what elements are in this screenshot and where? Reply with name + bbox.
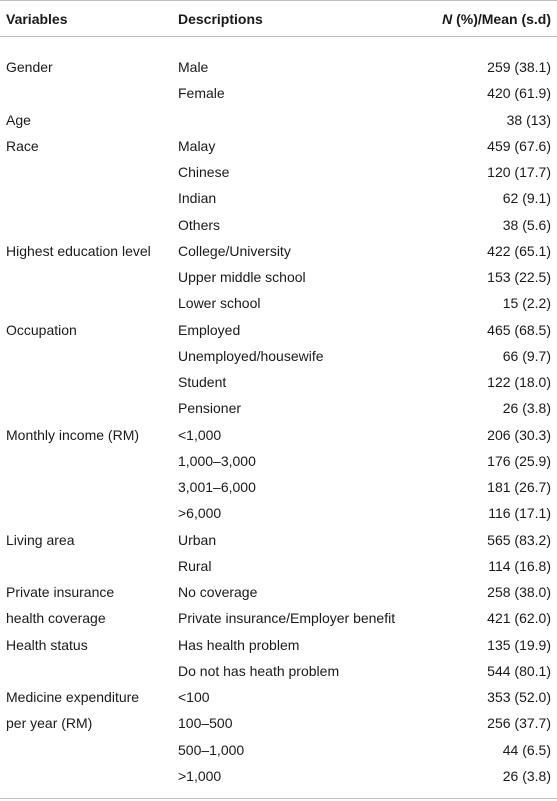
table-row: [0, 344, 557, 370]
description-cell: No coverage: [178, 584, 258, 600]
description-cell: Has health problem: [178, 636, 300, 653]
description-cell: Male: [178, 59, 209, 75]
table-row: [0, 55, 557, 81]
table-row: [0, 423, 557, 449]
value-cell: 120 (17.7): [487, 164, 551, 180]
variable-cell: Health status: [6, 636, 88, 653]
header-rule: [0, 36, 557, 37]
value-cell: 353 (52.0): [487, 689, 551, 705]
value-cell: 153 (22.5): [487, 269, 551, 285]
variable-cell: Age: [6, 111, 31, 128]
value-cell: 420 (61.9): [487, 85, 551, 102]
table-row: [0, 239, 557, 265]
table-row: [0, 711, 557, 737]
description-cell: 3,001–6,000: [178, 479, 256, 495]
value-cell: 422 (65.1): [487, 242, 551, 259]
description-cell: <100: [178, 689, 210, 705]
table-row: [0, 685, 557, 711]
description-cell: Upper middle school: [178, 269, 306, 285]
table-row: [0, 370, 557, 396]
table-row: [0, 554, 557, 580]
description-cell: Lower school: [178, 295, 261, 312]
variable-cell: Occupation: [6, 321, 77, 338]
description-cell: Chinese: [178, 164, 230, 180]
table-row: [0, 475, 557, 501]
table-row: [0, 396, 557, 422]
value-cell: 26 (3.8): [502, 767, 551, 784]
description-cell: Malay: [178, 137, 216, 154]
value-cell: 256 (37.7): [487, 715, 551, 732]
value-cell: 15 (2.2): [502, 295, 551, 312]
value-cell: 44 (6.5): [502, 741, 551, 758]
header-descriptions: Descriptions: [178, 11, 263, 27]
table-row: [0, 291, 557, 317]
value-cell: 544 (80.1): [487, 662, 551, 679]
top-rule: [0, 0, 557, 1]
description-cell: Female: [178, 85, 225, 102]
table-row: [0, 134, 557, 160]
table-row: [0, 108, 557, 134]
variable-cell: Highest education level: [6, 242, 151, 259]
header-n-rest: (%)/Mean (s.d): [452, 11, 551, 27]
description-cell: >6,000: [178, 505, 222, 522]
description-cell: Rural: [178, 557, 212, 574]
value-cell: 459 (67.6): [487, 137, 551, 154]
table-row: [0, 186, 557, 212]
table-row: [0, 265, 557, 291]
variable-cell: per year (RM): [6, 715, 93, 732]
table-row: [0, 501, 557, 527]
value-cell: 116 (17.1): [488, 505, 551, 522]
description-cell: Others: [178, 216, 221, 233]
description-cell: <1,000: [178, 426, 222, 443]
table-row: [0, 606, 557, 632]
variable-cell: Medicine expenditure: [6, 689, 140, 705]
table-row: [0, 659, 557, 685]
table-row: [0, 81, 557, 107]
value-cell: 176 (25.9): [487, 452, 551, 469]
value-cell: 66 (9.7): [502, 347, 551, 364]
table-row: [0, 633, 557, 659]
description-cell: Unemployed/housewife: [178, 347, 324, 364]
table-row: [0, 528, 557, 554]
value-cell: 421 (62.0): [487, 610, 551, 627]
value-cell: 122 (18.0): [487, 374, 551, 390]
value-cell: 38 (13): [506, 111, 551, 128]
value-cell: 26 (3.8): [502, 400, 551, 417]
header-n-label: N: [442, 11, 453, 27]
variable-cell: health coverage: [6, 610, 106, 627]
table-row: [0, 449, 557, 475]
table-header: [0, 11, 557, 29]
description-cell: 100–500: [178, 715, 233, 732]
table-row: [0, 580, 557, 606]
value-cell: 38 (5.6): [502, 216, 551, 233]
value-cell: 206 (30.3): [487, 426, 551, 443]
table-row: [0, 160, 557, 186]
table-row: [0, 213, 557, 239]
table-row: [0, 738, 557, 764]
variable-cell: Living area: [6, 531, 75, 548]
description-cell: 1,000–3,000: [178, 452, 256, 469]
description-cell: College/University: [178, 242, 291, 259]
variable-cell: Private insurance: [6, 584, 115, 600]
description-cell: Pensioner: [178, 400, 242, 417]
description-cell: Indian: [178, 190, 217, 207]
description-cell: Do not has heath problem: [178, 662, 340, 679]
description-cell: Student: [178, 374, 227, 390]
value-cell: 181 (26.7): [487, 479, 551, 495]
value-cell: 114 (16.8): [488, 557, 551, 574]
value-cell: 135 (19.9): [487, 636, 551, 653]
description-cell: >1,000: [178, 767, 222, 784]
table-row: [0, 318, 557, 344]
value-cell: 565 (83.2): [487, 531, 551, 548]
bottom-rule: [0, 798, 557, 799]
header-variables: Variables: [6, 11, 68, 27]
description-cell: Private insurance/Employer benefit: [178, 610, 396, 627]
table-row: [0, 764, 557, 790]
value-cell: 258 (38.0): [487, 584, 551, 600]
variable-cell: Monthly income (RM): [6, 426, 140, 443]
variable-cell: Gender: [6, 59, 53, 75]
value-cell: 62 (9.1): [502, 190, 551, 207]
description-cell: Employed: [178, 321, 241, 338]
variable-cell: Race: [6, 137, 39, 154]
description-cell: 500–1,000: [178, 741, 245, 758]
header-n-mean: [442, 11, 551, 27]
description-cell: Urban: [178, 531, 217, 548]
value-cell: 465 (68.5): [487, 321, 551, 338]
value-cell: 259 (38.1): [487, 59, 551, 75]
